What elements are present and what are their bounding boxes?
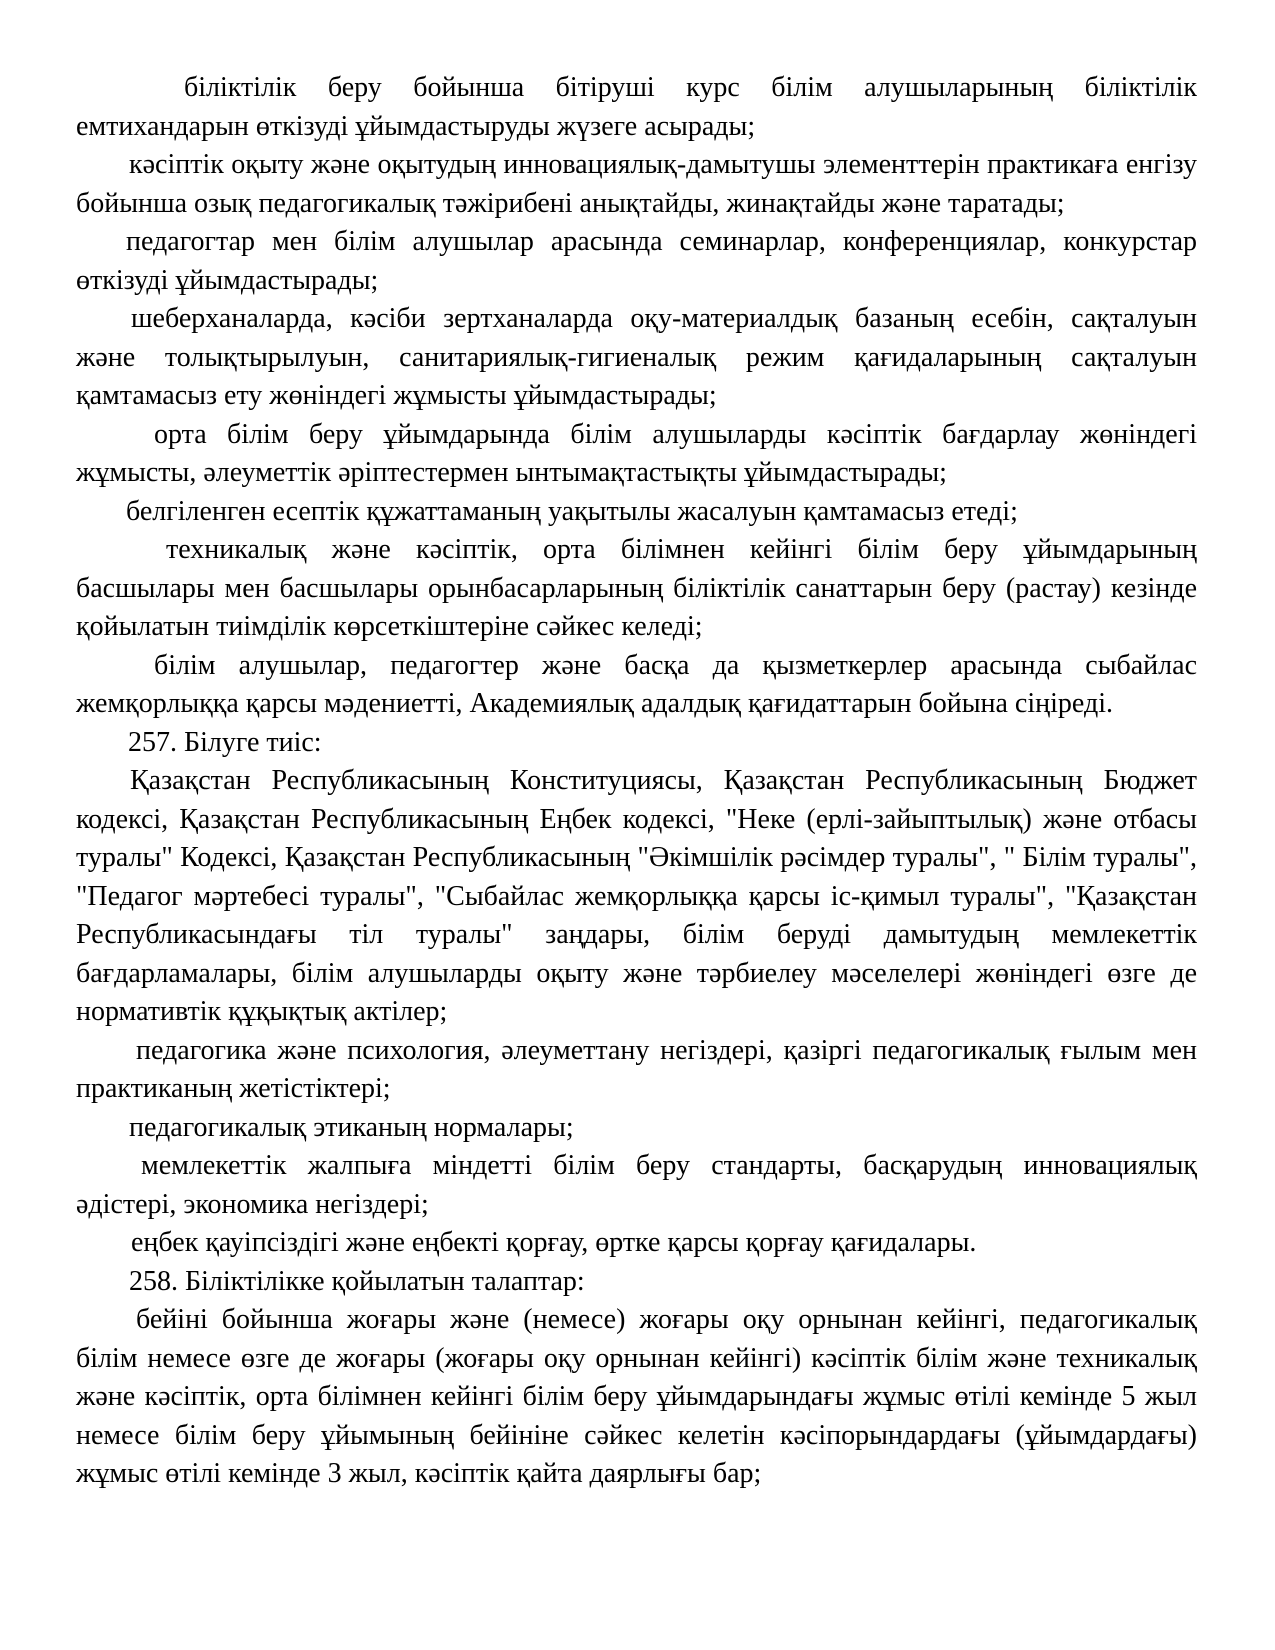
document-body — [76, 69, 1197, 1494]
paragraph: біліктілік беру бойынша бітіруші курс білім алушыларының біліктілік емтихандарын өткізуді ұйымдастыруды жүзеге асырады; — [76, 72, 1197, 142]
paragraph: орта білім беру ұйымдарында білім алушыларды кәсіптік бағдарлау жөніндегі жұмысты, әлеуметтік әріптестермен ынтымақтастықты ұйымдастырады; — [76, 418, 1197, 488]
paragraph: педагогикалық этиканың нормалары; — [129, 1111, 574, 1143]
clause-number-257: 257. Білуге тиіс: — [128, 726, 322, 758]
paragraph: бейіні бойынша жоғары және (немесе) жоғары оқу орнынан кейінгі, педагогикалық білім немесе өзге де жоғары (жоғары оқу орнынан кейінгі) кәсіптік білім және техникалық және кәсіптік, орта білімнен кейінгі білім беру ұйымдарындағы жұмыс өтілі кемінде 5 жыл немесе білім беру ұйымының бейініне сәйкес келетін кәсіпорындардағы (ұйымдардағы) жұмыс өтілі кемінде 3 жыл, кәсіптік қайта даярлығы бар; — [76, 1304, 1197, 1489]
paragraph: шеберханаларда, кәсіби зертханаларда оқу-материалдық базаның есебін, сақталуын және толықтырылуын, санитариялық-гигиеналық режим қағидаларының сақталуын қамтамасыз ету жөніндегі жұмысты ұйымдастырады; — [76, 303, 1197, 411]
paragraph: кәсіптік оқыту және оқытудың инновациялық-дамытушы элементтерін практикаға енгізу бойынша озық педагогикалық тәжірибені анықтайды, жинақтайды және таратады; — [76, 149, 1197, 219]
paragraph: мемлекеттік жалпыға міндетті білім беру стандарты, басқарудың инновациялық әдістері, экономика негіздері; — [76, 1150, 1197, 1220]
paragraph: еңбек қауіпсіздігі және еңбекті қорғау, өртке қарсы қорғау қағидалары. — [131, 1227, 977, 1258]
paragraph: педагогика және психология, әлеуметтану негіздері, қазіргі педагогикалық ғылым мен практиканың жетістіктері; — [76, 1034, 1197, 1104]
clause-number-258: 258. Біліктілікке қойылатын талаптар: — [129, 1265, 585, 1297]
paragraph: Қазақстан Республикасының Конституциясы, Қазақстан Республикасының Бюджет кодексі, Қазақстан Республикасының Еңбек кодексі, "Неке (ерлі-зайыптылық) және отбасы туралы" Кодексі, Қазақстан Республикасының "Әкімшілік рәсімдер туралы", " Білім туралы", "Педагог мәртебесі туралы", "Сыбайлас жемқорлыққа қарсы іс-қимыл туралы", "Қазақстан Республикасындағы тіл туралы" заңдары, білім беруді дамытудың мемлекеттік бағдарламалары, білім алушыларды оқыту және тәрбиелеу мәселелері жөніндегі өзге де нормативтік құқықтық актілер; — [76, 765, 1197, 1027]
paragraph: білім алушылар, педагогтер және басқа да қызметкерлер арасында сыбайлас жемқорлыққа қарсы мәдениетті, Академиялық адалдық қағидаттарын бойына сіңіреді. — [76, 649, 1197, 719]
paragraph: белгіленген есептік құжаттаманың уақытылы жасалуын қамтамасыз етеді; — [126, 495, 1018, 527]
paragraph: техникалық және кәсіптік, орта білімнен кейінгі білім беру ұйымдарының басшылары мен басшылары орынбасарларының біліктілік санаттарын беру (растау) кезінде қойылатын тиімділік көрсеткіштеріне сәйкес келеді; — [76, 534, 1197, 642]
paragraph: педагогтар мен білім алушылар арасында семинарлар, конференциялар, конкурстар өткізуді ұйымдастырады; — [76, 226, 1197, 296]
